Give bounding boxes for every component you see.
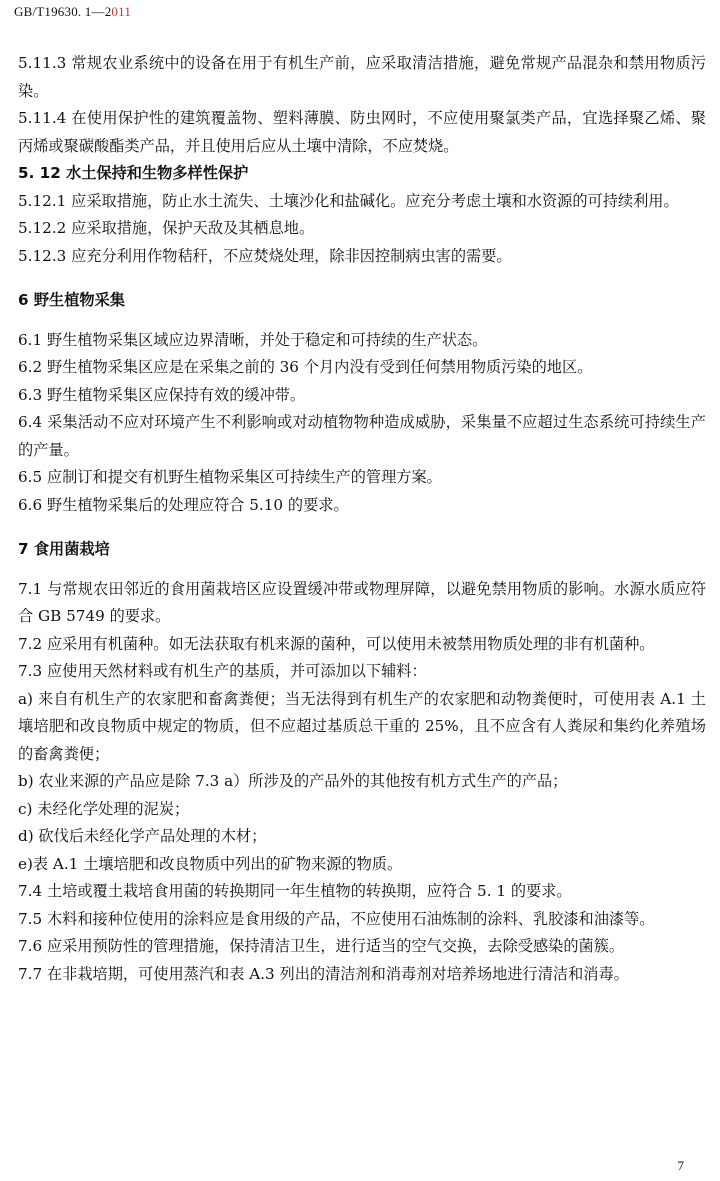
- chapter-heading: 7 食用菌栽培: [18, 540, 110, 558]
- paragraph: 7.3 应使用天然材料或有机生产的基质，并可添加以下辅料：: [18, 662, 427, 680]
- paragraph: d) 砍伐后未经化学产品处理的木材；: [18, 827, 267, 845]
- paragraph: 5.12.2 应采取措施，保护天敌及其栖息地。: [18, 219, 315, 237]
- paragraph: 6.6 野生植物采集后的处理应符合 5.10 的要求。: [18, 495, 349, 514]
- document-body: [18, 50, 706, 988]
- paragraph: c) 未经化学处理的泥炭；: [18, 799, 190, 818]
- paragraph: 6.4 采集活动不应对环境产生不利影响或对动植物物种造成威胁，采集量不应超过生态系统可持续生产的产量。: [18, 413, 706, 459]
- paragraph: 5.11.4 在使用保护性的建筑覆盖物、塑料薄膜、防虫网时，不应使用聚氯类产品，宜选择聚乙烯、聚丙烯或聚碳酸酯类产品，并且使用后应从土壤中清除，不应焚烧。: [18, 109, 706, 155]
- paragraph: 7.2 应采用有机菌种。如无法获取有机来源的菌种，可以使用未被禁用物质处理的非有机菌种。: [18, 634, 655, 653]
- paragraph: 7.4 土培或覆土栽培食用菌的转换期同一年生植物的转换期，应符合 5. 1 的要求。: [18, 882, 572, 900]
- paragraph: a) 来自有机生产的农家肥和畜禽粪便；当无法得到有机生产的农家肥和动物粪便时，可使用表 A.1 土壤培肥和改良物质中规定的物质，但不应超过基质总干重的 25%，且不应含有人粪尿和集约化养殖场的畜禽粪便；: [18, 689, 706, 763]
- paragraph: 6.1 野生植物采集区域应边界清晰，并处于稳定和可持续的生产状态。: [18, 330, 488, 349]
- chapter-heading: 6 野生植物采集: [18, 291, 125, 309]
- standard-code: GB/T19630. 1—2: [14, 4, 112, 19]
- paragraph: 5.11.3 常规农业系统中的设备在用于有机生产前，应采取清洁措施，避免常规产品混杂和禁用物质污染。: [18, 54, 706, 100]
- paragraph: 5.12.1 应采取措施，防止水土流失、土壤沙化和盐碱化。应充分考虑土壤和水资源的可持续利用。: [18, 191, 679, 210]
- paragraph: b) 农业来源的产品应是除 7.3 a）所涉及的产品外的其他按有机方式生产的产品；: [18, 772, 568, 790]
- paragraph: 5.12.3 应充分利用作物秸秆，不应焚烧处理，除非因控制病虫害的需要。: [18, 246, 512, 265]
- paragraph: 7.6 应采用预防性的管理措施，保持清洁卫生，进行适当的空气交换，去除受感染的菌簇。: [18, 937, 625, 955]
- paragraph: 6.5 应制订和提交有机野生植物采集区可持续生产的管理方案。: [18, 468, 442, 486]
- paragraph: 7.1 与常规农田邻近的食用菌栽培区应设置缓冲带或物理屏障，以避免禁用物质的影响。水源水质应符合 GB 5749 的要求。: [18, 579, 706, 625]
- paragraph: 7.5 木料和接种位使用的涂料应是食用级的产品，不应使用石油炼制的涂料、乳胶漆和油漆等。: [18, 909, 655, 928]
- paragraph: 6.2 野生植物采集区应是在采集之前的 36 个月内没有受到任何禁用物质污染的地区。: [18, 358, 593, 376]
- standard-year: 011: [111, 4, 132, 19]
- document-header: [14, 4, 131, 20]
- section-heading: 5. 12 水土保持和生物多样性保护: [18, 164, 249, 182]
- page-number: 7: [677, 1158, 684, 1173]
- paragraph: 7.7 在非栽培期，可使用蒸汽和表 A.3 列出的清洁剂和消毒剂对培养场地进行清洁和消毒。: [18, 964, 629, 983]
- paragraph: e)表 A.1 土壤培肥和改良物质中列出的矿物来源的物质。: [18, 854, 403, 873]
- paragraph: 6.3 野生植物采集区应保持有效的缓冲带。: [18, 385, 306, 404]
